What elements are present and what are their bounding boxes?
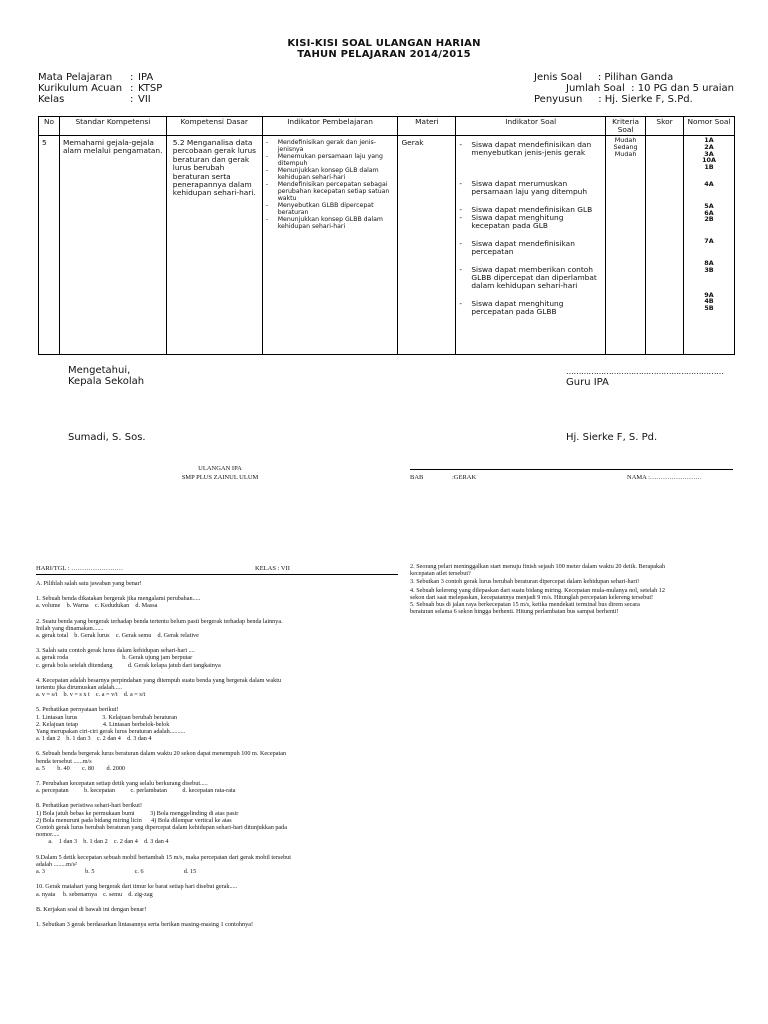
divider	[410, 469, 733, 470]
signature-guru-dots: ………………………………………………………	[566, 367, 724, 376]
question-line: 1. Sebutkan 3 gerak berdasarkan lintasannya serta berikan masing-masing 1 contohnya!	[36, 920, 254, 928]
question-line: c. gerak bola setelah ditendang d. Gerak kelapa jatuh dari tangkainya	[36, 661, 221, 669]
questions-left	[36, 580, 291, 928]
exam-nama: NAMA :……………………	[627, 474, 702, 481]
question-line: 1. Sebuah benda dikatakan bergerak jika mengalami perubahan.....	[36, 595, 201, 603]
cell-no: 5	[39, 136, 60, 355]
list-item: - Menunjukkan konsep GLBB dalam kehidupan sehari-hari	[265, 216, 383, 230]
cell-standar: Memahami gejala-gejala alam melalui pengamatan.	[59, 136, 166, 355]
table-header-row	[39, 117, 735, 136]
list-item: - Siswa dapat menghitung kecepatan pada GLB	[459, 213, 564, 231]
question-line: 2. Seorang pelari meninggalkan start menuju finish sejauh 100 meter dalam waktu 20 detik. Berapakah	[410, 563, 665, 570]
header-kompetensi: Kompetensi Dasar	[166, 117, 262, 136]
signature-kepala-label: Kepala Sekolah	[68, 376, 145, 387]
header-kriteria: Kriteria Soal	[606, 117, 646, 136]
question-line: beraturan selama 6 sekon hingga berhenti. Hitung perlambatan bus sampai berhenti!	[410, 608, 619, 616]
exam-school: SMP PLUS ZAINUL ULUM	[181, 474, 259, 481]
question-line: a. volume b. Warna c. Kedudukan d. Massa	[36, 602, 158, 610]
list-item: - Mendefinisikan percepatan sebagai perubahan kecepatan setiap satuan waktu	[265, 181, 390, 202]
page-subtitle: TAHUN PELAJARAN 2014/2015	[297, 49, 471, 60]
question-line: adalah ........m/s²	[36, 860, 77, 868]
meta-jenis-soal: Jenis Soal : Pilihan Ganda	[534, 72, 674, 83]
cell-nomor: 1A 2A 3A 10A 1B 4A 5A 6A 2B 7A 8A 3B 9A 4B 5B	[684, 136, 735, 355]
header-nomor: Nomor Soal	[684, 117, 735, 136]
header-standar: Standar Kompetensi	[59, 117, 166, 136]
list-item: - Siswa dapat mendefinisikan percepatan	[459, 238, 575, 257]
question-line: 2. Suatu benda yang bergerak terhadap benda tertentu belum pasti bergerak terhadap benda lainnya.	[36, 617, 283, 625]
exam-bab-value: :GERAK	[452, 474, 477, 481]
header-indikator-soal: Indikator Soal	[456, 117, 606, 136]
cell-materi: Gerak	[398, 136, 456, 355]
question-line: a. 1 dan 3 b. 1 dan 2 c. 2 dan 4 d. 3 dan 4	[36, 838, 169, 846]
question-line: 5. Perhatikan pernyataan berikut!	[36, 706, 119, 714]
question-line: 3. Salah satu contoh gerak lurus dalam kehidupan sehari-hari ....	[36, 647, 195, 655]
question-line: 2. Kelajuan tetap 4. Lintasan berbelok-belok	[36, 720, 170, 728]
question-line: A. Pilihlah salah satu jawaban yang benar!	[36, 580, 142, 587]
cell-skor	[646, 136, 684, 355]
question-line: 3. Sebutkan 3 contoh gerak lurus berubah beraturan dipercepat dalam kehidupan sehari-hari!	[410, 578, 640, 586]
meta-penyusun: Penyusun : Hj. Sierke F, S.Pd.	[534, 94, 693, 105]
question-line: 7. Perubahan kecepatan setiap detik yang selalu berkurang disebut.....	[36, 780, 208, 788]
list-item: - Siswa dapat merumuskan persamaan laju yang ditempuh	[459, 178, 588, 197]
questions-right	[410, 563, 665, 615]
question-line: Yang merupakan ciri-ciri gerak lurus beraturan adalah..........	[36, 728, 186, 736]
question-line: a. 5 b. 40 c. 80 d. 2000	[36, 764, 126, 772]
signature-mengetahui: Mengetahui,	[68, 365, 131, 376]
question-line: 10. Gerak matahari yang bergerak dari timur ke barat setiap hari disebut gerak.....	[36, 883, 238, 891]
question-line: 4. Sebuah kelereng yang dilepaskan dari suatu bidang miring. Kecepatan mula-mulanya nol, setelah 12	[410, 586, 665, 594]
question-line: 9.Dalam 5 detik kecepatan sebuah mobil bertambah 15 m/s, maka percepatan dari gerak mobil tersebut	[36, 853, 291, 861]
question-line: a. v = s/t b. v = s x t c. a = v/t d. a = s/t	[36, 691, 146, 699]
kisi-kisi-table	[38, 116, 735, 355]
question-line: 8. Perhatikan peristiwa sehari-hari berikut!	[36, 802, 143, 810]
exam-kelas: KELAS : VII	[255, 565, 290, 572]
question-line: a. 1 dan 2 b. 1 dan 3 c. 2 dan 4 d. 3 dan 4	[36, 735, 152, 743]
list-item: - Mendefinisikan gerak dan jenis-jenisnya	[265, 139, 376, 153]
exam-hari: HARI/TGL : ……………………	[36, 565, 124, 572]
question-line: Contoh gerak lurus berubah beraturan yang dipercepat dalam kehidupan sehari-hari ditunjukkan pada	[36, 824, 288, 832]
meta-jumlah-soal: Jumlah Soal : 10 PG dan 5 uraian	[566, 83, 734, 94]
question-line: B. Kerjakan soal di bawah ini dengan benar!	[36, 905, 147, 913]
cell-kompetensi: 5.2 Menganalisa data percobaan gerak lurus beraturan dan gerak lurus berubah beraturan serta penerapannya dalam kehidupan sehari-hari.	[166, 136, 262, 355]
question-line: nomor.....	[36, 831, 60, 839]
cell-indikator-pembelajaran	[262, 136, 398, 355]
header-indikator-pembelajaran: Indikator Pembelajaran	[262, 117, 398, 136]
question-line: sekon dari saat melepaskan, kecepatannya menjadi 9 m/s. Hitunglah percepatan kelereng tersebut!	[410, 593, 654, 601]
question-line: a. gerak total b. Gerak lurus c. Gerak semu d. Gerak relative	[36, 632, 199, 640]
meta-row-mapel: Mata Pelajaran : IPA	[38, 72, 154, 83]
question-line: 1. Lintasan lurus 3. Kelajuan berubah beraturan	[36, 713, 178, 721]
question-line: a. 3 b. 5 c. 6 d. 15	[36, 868, 197, 876]
exam-title: ULANGAN IPA	[198, 465, 242, 472]
divider	[36, 574, 398, 575]
list-item: - Siswa dapat mendefinisikan GLB	[459, 204, 593, 214]
question-line: benda tersebut ......m/s	[36, 757, 92, 765]
signature-kepala-name: Sumadi, S. Sos.	[68, 432, 146, 443]
question-line: kecepatan atlet tersebut?	[410, 570, 471, 578]
list-item: - Menyebutkan GLBB dipercepat beraturan	[265, 202, 374, 216]
question-line: 1) Bola jatuh bebas ke permukaan bumi 3) Bola menggelinding di atas pasir	[36, 809, 239, 817]
table-row	[39, 136, 735, 355]
question-line: tertentu jika dirumuskan adalah.....	[36, 684, 122, 692]
list-item: - Siswa dapat memberikan contoh GLBB dipercepat dan diperlambat dalam kehidupan sehari-hari	[459, 264, 597, 291]
signature-guru-name: Hj. Sierke F, S. Pd.	[566, 432, 658, 443]
list-item: - Menemukan persamaan laju yang ditempuh	[265, 153, 383, 167]
indikator-soal-list	[459, 141, 602, 317]
question-line: 2) Bola menuruni pada bidang miring licin 4) Bola dilempar vertical ke atas	[36, 816, 232, 824]
meta-left	[38, 72, 162, 105]
list-item: - Menunjukkan konsep GLB dalam kehidupan sehari-hari	[265, 167, 379, 181]
list-item: - Siswa dapat mendefinisikan dan menyebutkan jenis-jenis gerak	[459, 140, 592, 158]
header-skor: Skor	[646, 117, 684, 136]
question-line: 6. Sebuah benda bergerak lurus beraturan dalam waktu 20 sekon dapat menempuh 100 m. Kecepatan	[36, 750, 287, 758]
question-line: a. percepatan b. kecepatan c. perlambatan d. kecepatan rata-rata	[36, 787, 236, 795]
question-line: Inilah yang dinamakan.......	[36, 624, 104, 632]
cell-indikator-soal	[456, 136, 606, 355]
list-item: - Siswa dapat menghitung percepatan pada GLBB	[459, 298, 564, 317]
meta-row-kelas: Kelas : VII	[38, 94, 151, 105]
page-title: KISI-KISI SOAL ULANGAN HARIAN	[287, 38, 481, 49]
question-line: 5. Sebuah bus di jalan raya berkecepatan 15 m/s, ketika mendekati terminal bus direm secara	[410, 601, 640, 609]
exam-bab-label: BAB	[410, 474, 424, 481]
meta-row-kurikulum: Kurikulum Acuan : KTSP	[38, 83, 163, 94]
question-line: a. nyata b. sebenarnya c. semu d. zig-zag	[36, 890, 153, 898]
question-line: 4. Kecepatan adalah besarnya perpindahan yang ditempuh suatu benda yang bergerak dalam waktu	[36, 676, 282, 684]
cell-kriteria: Mudah Sedang Mudah	[606, 136, 646, 355]
header-materi: Materi	[398, 117, 456, 136]
question-line: a. gerak roda b. Gerak ujung jam berputar	[36, 654, 193, 662]
indikator-pembelajaran-list	[266, 139, 395, 230]
header-no: No	[39, 117, 60, 136]
signature-guru-label: Guru IPA	[566, 377, 609, 388]
